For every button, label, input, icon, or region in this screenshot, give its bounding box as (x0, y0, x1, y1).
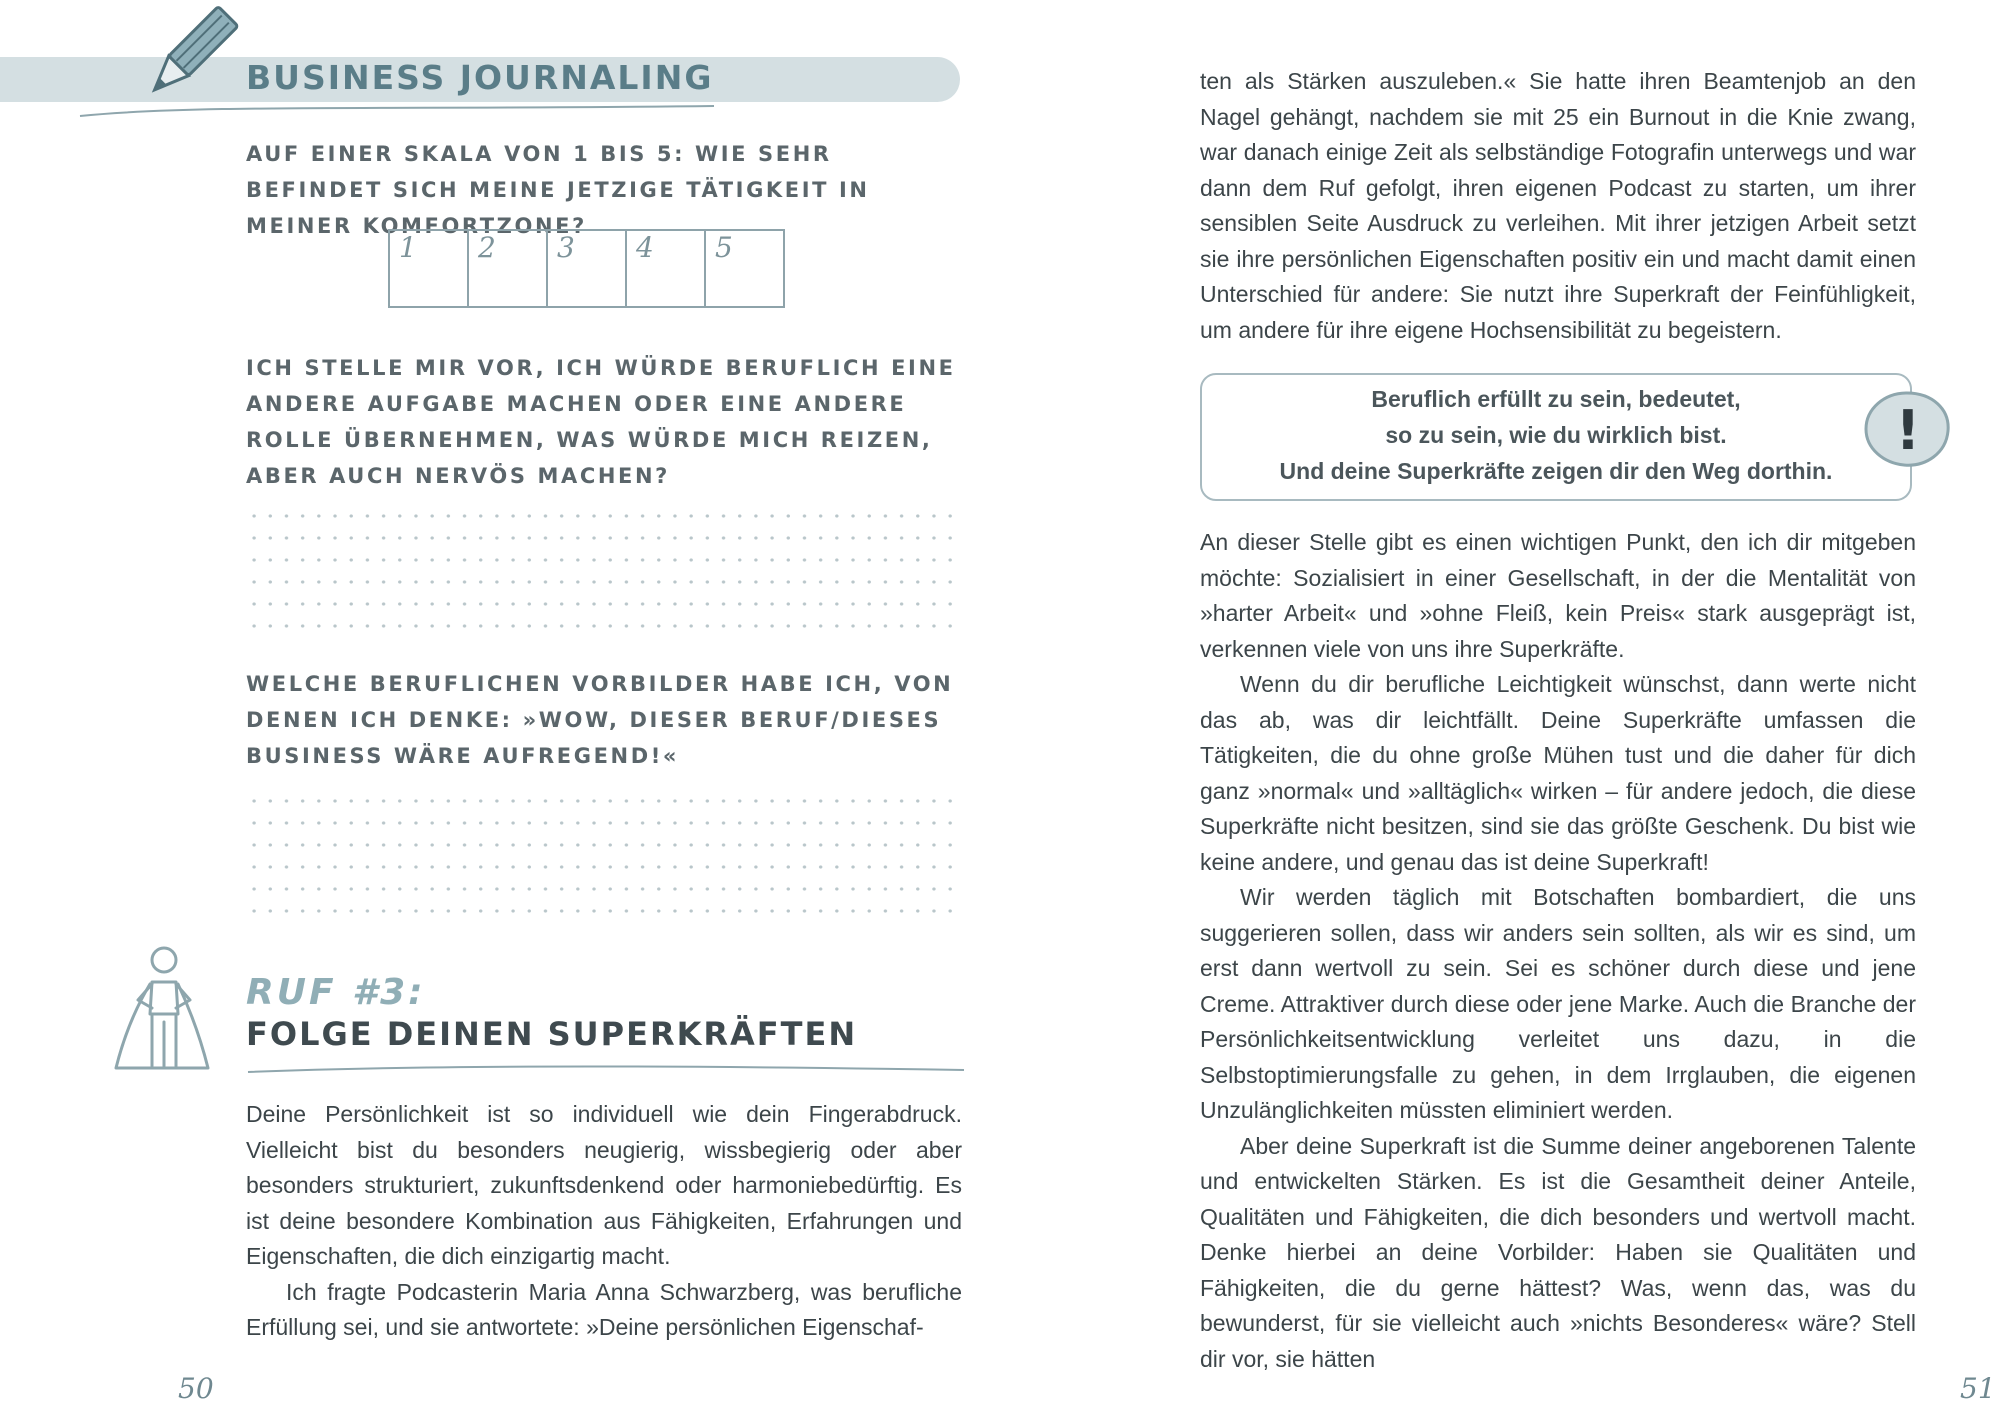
page-number-right: 51 (1960, 1372, 1996, 1405)
callout-mark: ! (1895, 399, 1921, 462)
scale-label-2: 2 (478, 231, 496, 264)
right-page (1000, 0, 2000, 1409)
body-paragraph: Aber deine Superkraft ist die Summe deiner angeborenen Talente und entwickelten Stärken. Es ist die Gesamtheit deiner Anteile, Qualitäten und Fähigkeiten, die dich besonders und wertvoll macht. Denke hierbei an deine Vorbilder: Haben sie Qualitäten und Fähigkeiten, die du gerne hättest? Was, wenn das, was du bewunderst, für sie vielleicht auch »nichts Besonderes« wäre? Stell dir vor, sie hätten (1200, 1132, 1916, 1372)
section-title-underline (246, 1062, 966, 1076)
scale-box-5[interactable] (704, 229, 785, 308)
body-paragraph: Wenn du dir berufliche Leichtigkeit wünschst, dann werte nicht das ab, was dir leichtfällt. Deine Superkräfte umfassen die Tätigkeiten, die du ohne große Mühen tust und die daher für dich ganz »normal« und »alltäglich« wirken – für andere jedoch, die diese Superkräfte nicht besitzen, sind sie das größte Geschenk. Du bist wie keine andere, und genau das ist deine Superkraft! (1200, 671, 1916, 875)
section-header-title: BUSINESS JOURNALING (246, 58, 714, 97)
callout-line: so zu sein, wie du wirklich bist. (1385, 422, 1727, 448)
callout-line: Und deine Superkräfte zeigen dir den Weg dorthin. (1279, 458, 1833, 484)
pencil-icon (130, 2, 240, 114)
scale-label-1: 1 (399, 231, 417, 264)
body-paragraph: An dieser Stelle gibt es einen wichtigen Punkt, den ich dir mitgeben möchte: Sozialisiert in einer Gesellschaft, in der die Mentalität von »harter Arbeit« und »ohne Fleiß, kein Preis« stark ausgeprägt ist, verkennen viele von uns ihre Superkräfte. (1200, 529, 1916, 662)
quote-callout-text (1200, 381, 1912, 489)
superhero-icon (112, 944, 212, 1074)
left-body-text (246, 1097, 962, 1346)
scale-label-4: 4 (636, 231, 654, 264)
body-paragraph: Wir werden täglich mit Botschaften bombardiert, die uns suggerieren sollen, dass wir anders sein sollten, als wir es sind, um erst dann wertvoll zu sein. Sei es schöner durch diese und jene Creme. Attraktiver durch diese oder jene Marke. Auch die Branche der Persönlichkeitsentwicklung verleitet uns dazu, in die Selbstoptimierungsfalle zu gehen, in dem Irrglauben, die eigenen Unzulänglichkeiten müssten eliminiert werden. (1200, 884, 1916, 1123)
scale-box-1[interactable] (388, 229, 469, 308)
journal-question-3: WELCHE BERUFLICHEN VORBILDER HABE ICH, VON DENEN ICH DENKE: »WOW, DIESER BERUF/DIESES BUSINESS WÄRE AUFREGEND!« (246, 672, 954, 768)
section-label: RUF #3: (246, 972, 426, 1013)
scale-label-5: 5 (715, 231, 733, 264)
scale-box-4[interactable] (625, 229, 706, 308)
page-number-left: 50 (178, 1372, 214, 1405)
answer-dot-grid-2[interactable] (246, 790, 961, 918)
exclamation-icon (1862, 389, 1952, 471)
body-paragraph: Deine Persönlichkeit ist so individuell wie dein Fingerabdruck. Vielleicht bist du besonders neugierig, wissbegierig oder aber besonders strukturiert, zukunftsdenkend oder harmoniebedürftig. Es ist deine besondere Kombination aus Fähigkeiten, Erfahrungen und Eigenschaften, die dich einzigartig macht. (246, 1101, 962, 1269)
scale-label-3: 3 (557, 231, 575, 264)
body-paragraph: ten als Stärken auszuleben.« Sie hatte ihren Beamtenjob an den Nagel gehängt, nachdem sie mit 25 ein Burnout in die Knie zwang, war danach einige Zeit als selbständige Fotografin unterwegs und war dann dem Ruf gefolgt, ihren eigenen Podcast zu starten, um ihrer sensiblen Seite Ausdruck zu verleihen. Mit ihrer jetzigen Arbeit setzt sie ihre persönlichen Eigenschaften positiv ein und macht damit einen Unterschied für andere: Sie nutzt ihre Superkraft der Feinfühligkeit, um andere für ihre eigene Hochsensibilität zu begeistern. (1200, 68, 1916, 343)
scale-box-2[interactable] (467, 229, 548, 308)
right-body-text-top (1200, 64, 1916, 348)
right-body-text (1200, 525, 1916, 1377)
body-paragraph: Ich fragte Podcasterin Maria Anna Schwarzberg, was berufliche Erfüllung sei, und sie antwortete: »Deine persönlichen Eigenschaf- (246, 1278, 962, 1340)
section-title: FOLGE DEINEN SUPERKRÄFTEN (246, 1015, 858, 1053)
journal-question-1: AUF EINER SKALA VON 1 BIS 5: WIE SEHR BEFINDET SICH MEINE JETZIGE TÄTIGKEIT IN MEINER KOMFORTZONE? (246, 142, 870, 238)
header-underline (78, 100, 718, 122)
answer-dot-grid-1[interactable] (246, 505, 961, 633)
scale-box-3[interactable] (546, 229, 627, 308)
callout-line: Beruflich erfüllt zu sein, bedeutet, (1371, 386, 1741, 412)
journal-question-2: ICH STELLE MIR VOR, ICH WÜRDE BERUFLICH EINE ANDERE AUFGABE MACHEN ODER EINE ANDERE ROLLE ÜBERNEHMEN, WAS WÜRDE MICH REIZEN, ABER AUCH NERVÖS MACHEN? (246, 356, 956, 488)
